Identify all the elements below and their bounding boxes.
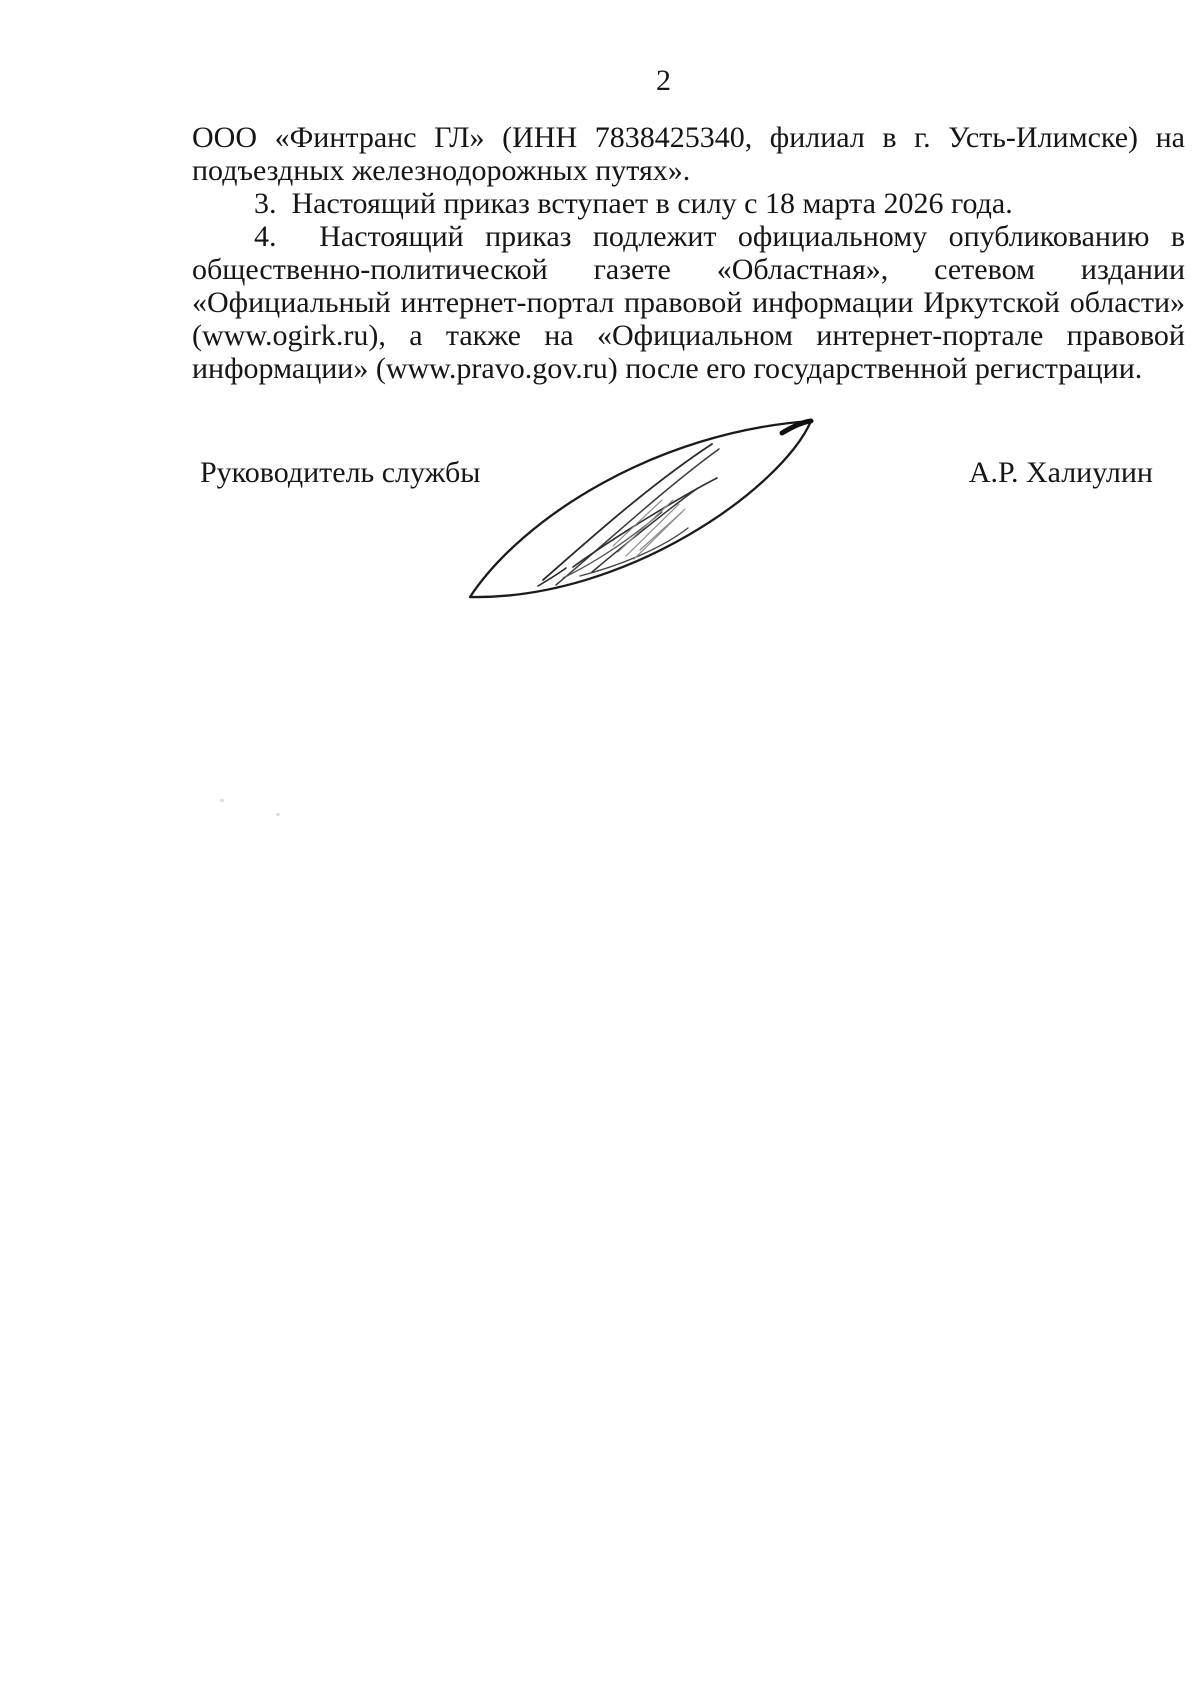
body-line: 3. Настоящий приказ вступает в силу с 18 марта 2026 года. <box>254 187 1013 220</box>
document-body <box>192 121 1185 385</box>
body-line: (www.ogirk.ru), а также на «Официальном интернет-портале правовой <box>192 319 1185 352</box>
body-line: 4. Настоящий приказ подлежит официальному опубликованию в <box>254 220 1185 253</box>
body-line: подъездных железнодорожных путях». <box>192 154 691 187</box>
body-line: ООО «Финтранс ГЛ» (ИНН 7838425340, филиал в г. Усть-Илимске) на <box>192 121 1185 154</box>
page-number: 2 <box>656 64 671 97</box>
signatory-name: А.Р. Халиулин <box>968 456 1153 489</box>
scan-speck <box>276 813 280 816</box>
signatory-role: Руководитель службы <box>200 456 481 489</box>
body-line: общественно-политической газете «Областная», сетевом издании <box>192 253 1185 286</box>
signature-ink-icon <box>430 400 830 610</box>
body-line: «Официальный интернет-портал правовой информации Иркутской области» <box>192 286 1185 319</box>
body-line: информации» (www.pravo.gov.ru) после его государственной регистрации. <box>192 352 1143 385</box>
scan-speck <box>220 799 224 802</box>
